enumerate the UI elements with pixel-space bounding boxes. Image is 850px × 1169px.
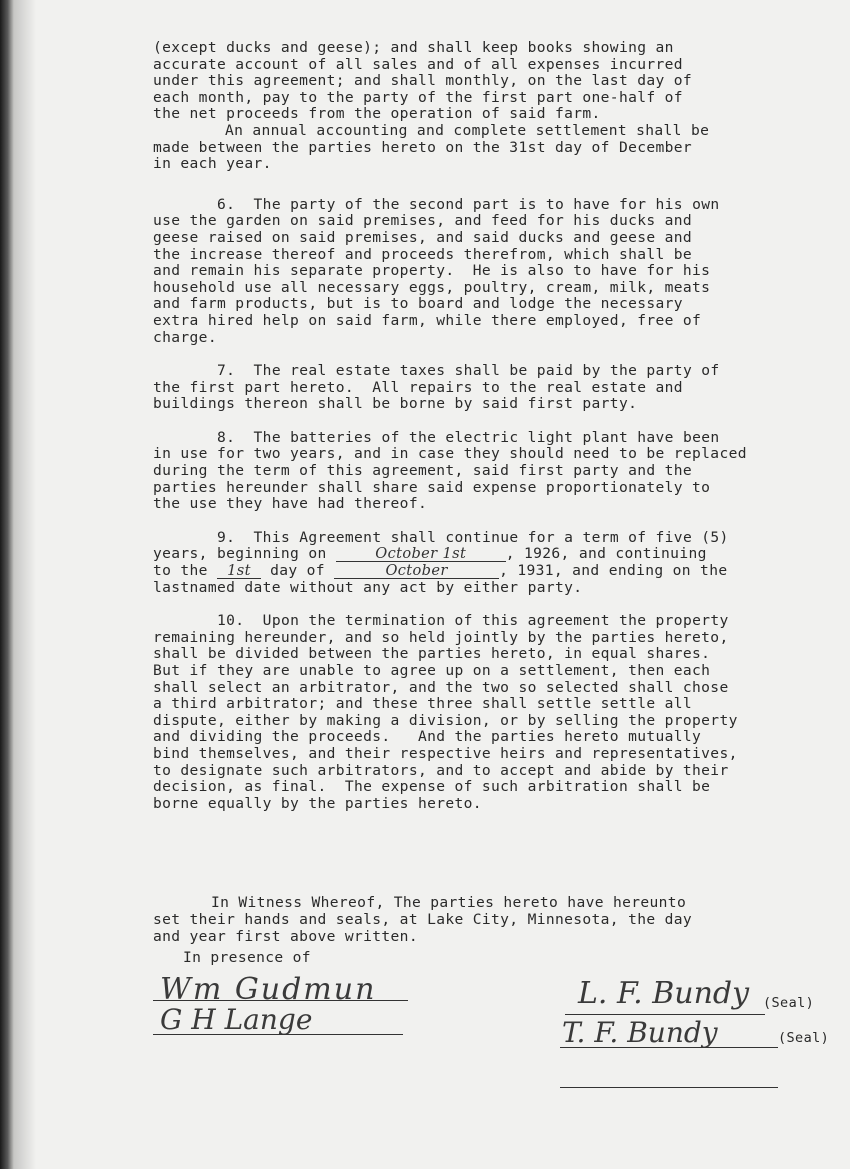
text-line: 7. The real estate taxes shall be paid by the party of xyxy=(217,362,720,380)
text-line: 6. The party of the second part is to have for his own xyxy=(217,195,720,213)
text-segment: years, beginning on xyxy=(153,545,336,563)
paragraph-8 xyxy=(153,430,813,513)
signer-line-2 xyxy=(560,1047,778,1048)
page-binding-edge xyxy=(0,0,14,1169)
text-line: household use all necessary eggs, poultry, cream, milk, meats xyxy=(153,278,711,296)
paragraph-annual-accounting xyxy=(153,123,813,173)
witness-line-1 xyxy=(153,1000,408,1001)
text-line: remaining hereunder, and so held jointly by the parties hereto, xyxy=(153,628,729,646)
text-line xyxy=(153,563,813,580)
text-line: shall be divided between the parties hereto, in equal shares. xyxy=(153,645,711,663)
handwritten-start-date: October 1st xyxy=(336,547,506,562)
witness-line-2 xyxy=(153,1034,403,1035)
witness-signature-1: Wm Gudmun xyxy=(160,972,377,1007)
text-line: the use they have had thereof. xyxy=(153,495,428,513)
paragraph-6 xyxy=(153,197,813,346)
text-line: each month, pay to the party of the first part one-half of xyxy=(153,88,683,106)
text-line: geese raised on said premises, and said ducks and geese and xyxy=(153,228,693,246)
paragraph-10 xyxy=(153,613,813,812)
text-line: and year first above written. xyxy=(153,927,418,945)
text-line: shall select an arbitrator, and the two so selected shall chose xyxy=(153,678,729,696)
spacer xyxy=(153,829,813,895)
text-line: use the garden on said premises, and feed for his ducks and xyxy=(153,212,693,230)
text-line: buildings thereon shall be borne by said first party. xyxy=(153,395,638,413)
text-line: under this agreement; and shall monthly, on the last day of xyxy=(153,72,693,90)
text-line: charge. xyxy=(153,328,217,346)
blank-signature-line xyxy=(560,1087,778,1088)
text-line: to designate such arbitrators, and to accept and abide by their xyxy=(153,761,729,779)
text-line: dispute, either by making a division, or by selling the property xyxy=(153,711,738,729)
text-line: the first part hereto. All repairs to the real estate and xyxy=(153,378,683,396)
signer-signature-1: L. F. Bundy xyxy=(578,976,750,1011)
document-body xyxy=(153,40,813,962)
text-line: the increase thereof and proceeds therefrom, which shall be xyxy=(153,245,693,263)
text-line: 9. This Agreement shall continue for a term of five (5) xyxy=(217,528,729,546)
text-line: and remain his separate property. He is also to have for his xyxy=(153,262,711,280)
paragraph-9 xyxy=(153,530,813,596)
paragraph-7 xyxy=(153,363,813,413)
paragraph-witness xyxy=(153,895,813,945)
paragraph-intro xyxy=(153,40,813,123)
text-segment: day of xyxy=(260,562,335,580)
binding-shadow xyxy=(14,0,36,1169)
signer-line-1 xyxy=(565,1014,765,1015)
signer-signature-2: T. F. Bundy xyxy=(562,1016,718,1049)
text-segment: , 1931, and ending on the xyxy=(499,562,728,580)
text-line: in each year. xyxy=(153,155,272,173)
in-presence-label: In presence of xyxy=(183,949,311,966)
text-line xyxy=(153,546,813,563)
text-line: lastnamed date without any act by either party. xyxy=(153,578,583,596)
text-line: 8. The batteries of the electric light plant have been xyxy=(217,428,720,446)
text-line: in use for two years, and in case they should need to be replaced xyxy=(153,445,747,463)
text-segment: to the xyxy=(153,562,217,580)
text-line: decision, as final. The expense of such arbitration shall be xyxy=(153,778,711,796)
text-line: borne equally by the parties hereto. xyxy=(153,794,482,812)
seal-label-2: (Seal) xyxy=(778,1030,830,1046)
text-line: a third arbitrator; and these three shall settle settle all xyxy=(153,695,693,713)
text-line: 10. Upon the termination of this agreement the property xyxy=(217,612,729,630)
text-line: and dividing the proceeds. And the parties hereto mutually xyxy=(153,728,702,746)
text-line: But if they are unable to agree up on a settlement, then each xyxy=(153,662,711,679)
handwritten-month: October xyxy=(334,564,499,579)
witness-signature-2: G H Lange xyxy=(160,1003,313,1036)
handwritten-day: 1st xyxy=(217,564,261,579)
text-line: during the term of this agreement, said first party and the xyxy=(153,462,693,480)
text-line: parties hereunder shall share said expense proportionately to xyxy=(153,478,711,496)
text-line: (except ducks and geese); and shall keep books showing an xyxy=(153,39,674,56)
text-line: set their hands and seals, at Lake City, Minnesota, the day xyxy=(153,910,693,928)
text-line: the net proceeds from the operation of said farm. xyxy=(153,105,601,123)
text-line: An annual accounting and complete settlement shall be xyxy=(225,121,710,139)
text-line: made between the parties hereto on the 31st day of December xyxy=(153,138,693,156)
text-line: extra hired help on said farm, while there employed, free of xyxy=(153,311,702,329)
text-line: accurate account of all sales and of all expenses incurred xyxy=(153,55,683,73)
text-line: In Witness Whereof, The parties hereto have hereunto xyxy=(211,894,687,912)
text-line: and farm products, but is to board and lodge the necessary xyxy=(153,295,683,313)
seal-label-1: (Seal) xyxy=(763,995,815,1011)
text-line: bind themselves, and their respective heirs and representatives, xyxy=(153,744,738,762)
text-segment: , 1926, and continuing xyxy=(505,545,707,563)
